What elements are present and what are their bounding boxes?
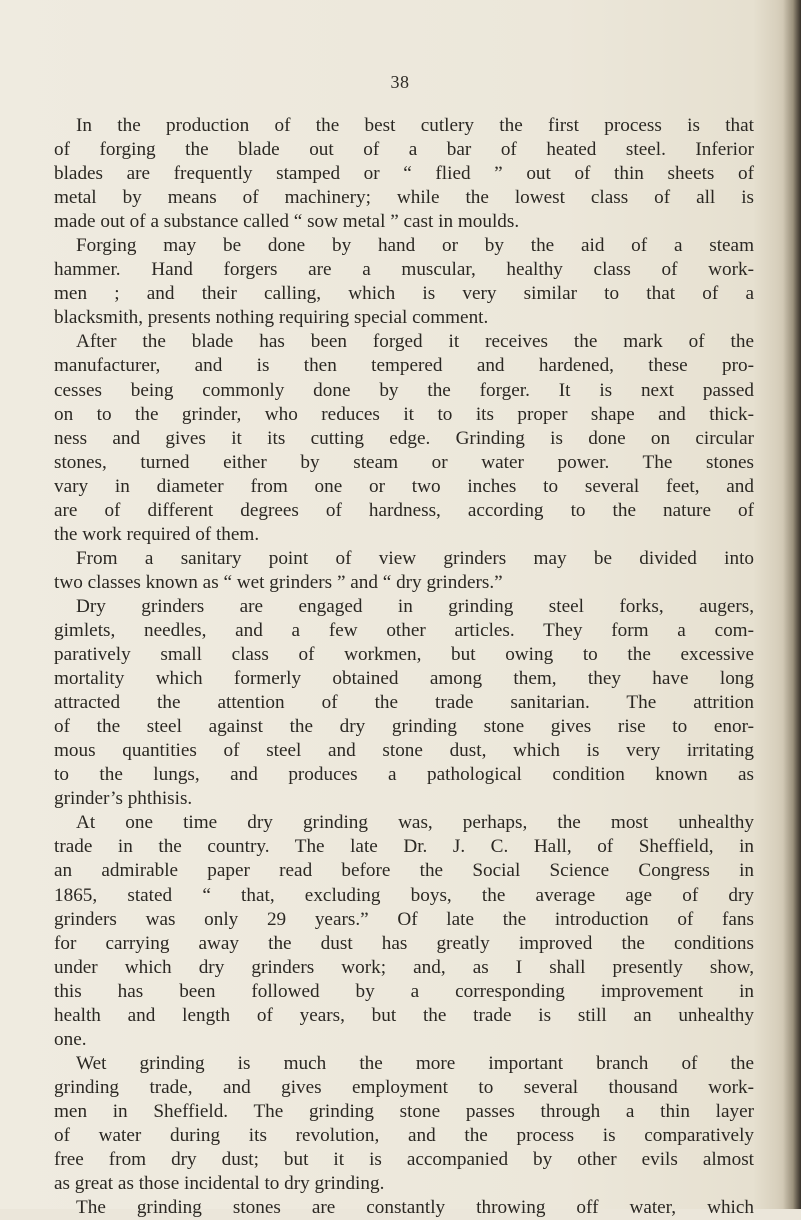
text-line: gimlets, needles, and a few other articles. They form a com- [54, 619, 754, 641]
text-line: grinding trade, and gives employment to several thousand work- [54, 1076, 754, 1098]
page-edge-shadow [783, 0, 801, 1209]
text-line: as great as those incidental to dry grinding. [54, 1173, 385, 1195]
text-line: made out of a substance called “ sow metal ” cast in moulds. [54, 211, 520, 233]
text-line: metal by means of machinery; while the lowest class of all is [54, 187, 754, 209]
text-line: blades are frequently stamped or “ flied ” out of thin sheets of [54, 163, 754, 185]
text-line: The grinding stones are constantly throwing off water, which [76, 1197, 754, 1219]
text-line: stones, turned either by steam or water power. The stones [54, 451, 754, 473]
text-line: In the production of the best cutlery the first process is that [76, 115, 754, 136]
text-line: From a sanitary point of view grinders may be divided into [76, 547, 754, 569]
text-line: on to the grinder, who reduces it to its proper shape and thick- [54, 403, 754, 425]
text-line: of forging the blade out of a bar of heated steel. Inferior [54, 139, 754, 161]
text-line: manufacturer, and is then tempered and hardened, these pro- [54, 355, 754, 377]
text-line: vary in diameter from one or two inches to several feet, and [54, 475, 754, 497]
page-number: 38 [390, 72, 410, 92]
text-line: paratively small class of workmen, but owing to the excessive [54, 644, 754, 666]
text-line: trade in the country. The late Dr. J. C. Hall, of Sheffield, in [54, 836, 754, 858]
text-line: cesses being commonly done by the forger. It is next passed [54, 379, 754, 401]
text-line: mortality which formerly obtained among them, they have long [54, 668, 754, 690]
text-line: blacksmith, presents nothing requiring special comment. [54, 307, 489, 329]
text-line: mous quantities of steel and stone dust, which is very irritating [54, 740, 754, 762]
text-line: hammer. Hand forgers are a muscular, healthy class of work- [54, 259, 754, 281]
text-line: men ; and their calling, which is very similar to that of a [54, 283, 754, 305]
text-line: to the lungs, and produces a pathological condition known as [54, 764, 754, 786]
text-line: under which dry grinders work; and, as I shall presently show, [54, 956, 754, 978]
text-line: this has been followed by a corresponding improvement in [54, 980, 754, 1002]
text-line: one. [54, 1028, 87, 1050]
text-line: Wet grinding is much the more important branch of the [76, 1052, 754, 1074]
text-line: Dry grinders are engaged in grinding steel forks, augers, [76, 595, 754, 617]
text-line: health and length of years, but the trade is still an unhealthy [54, 1004, 754, 1026]
text-line: At one time dry grinding was, perhaps, the most unhealthy [76, 812, 754, 834]
text-line: grinder’s phthisis. [54, 788, 193, 810]
text-line: After the blade has been forged it receives the mark of the [76, 331, 754, 353]
text-line: Forging may be done by hand or by the aid of a steam [76, 235, 754, 257]
body-text [54, 114, 754, 1220]
text-line: men in Sheffield. The grinding stone passes through a thin layer [54, 1100, 754, 1122]
text-line: of the steel against the dry grinding stone gives rise to enor- [54, 716, 754, 738]
text-line: the work required of them. [54, 523, 260, 545]
text-line: attracted the attention of the trade sanitarian. The attrition [54, 692, 754, 714]
text-line: grinders was only 29 years.” Of late the introduction of fans [54, 908, 754, 930]
text-line: of water during its revolution, and the process is comparatively [54, 1124, 754, 1146]
text-line: for carrying away the dust has greatly improved the conditions [54, 932, 754, 954]
text-line: ness and gives it its cutting edge. Grinding is done on circular [54, 427, 754, 449]
text-line: are of different degrees of hardness, according to the nature of [54, 499, 754, 521]
text-line: an admirable paper read before the Social Science Congress in [54, 860, 754, 882]
text-line: two classes known as “ wet grinders ” and “ dry grinders.” [54, 571, 503, 593]
text-line: 1865, stated “ that, excluding boys, the average age of dry [54, 884, 754, 906]
text-line: free from dry dust; but it is accompanied by other evils almost [54, 1149, 754, 1171]
